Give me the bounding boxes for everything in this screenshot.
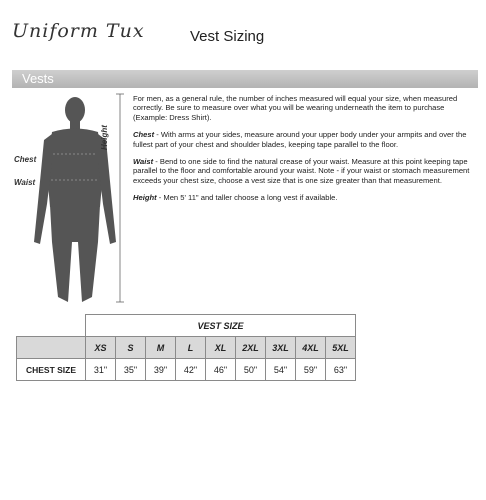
chest-value: 46" (206, 359, 236, 381)
size-label: XL (206, 337, 236, 359)
size-label: S (116, 337, 146, 359)
waist-heading: Waist (133, 157, 154, 167)
size-label: M (146, 337, 176, 359)
height-text: - Men 5' 11" and taller choose a long vest if available. (156, 193, 338, 203)
table-title-row (17, 315, 356, 337)
size-header-blank (17, 337, 86, 359)
chest-size-row-label: CHEST SIZE (17, 359, 86, 381)
section-header-vests (12, 70, 478, 88)
chest-size-row (17, 359, 356, 381)
section-title: Vests (22, 71, 54, 86)
chest-value: 31" (86, 359, 116, 381)
brand-logo (12, 20, 152, 56)
chest-value: 54" (266, 359, 296, 381)
height-paragraph (133, 193, 478, 202)
size-label: XS (86, 337, 116, 359)
size-label: 3XL (266, 337, 296, 359)
chest-heading: Chest (133, 130, 155, 140)
size-label: 4XL (296, 337, 326, 359)
size-label: 2XL (236, 337, 266, 359)
height-label: Height (100, 125, 109, 150)
size-label: L (176, 337, 206, 359)
brand-logo-text: Uniform Tux (12, 20, 145, 42)
chest-value: 63" (326, 359, 356, 381)
waist-label: Waist (14, 178, 36, 187)
chest-label: Chest (14, 155, 37, 164)
waist-paragraph (133, 157, 478, 185)
chest-value: 42" (176, 359, 206, 381)
measurement-instructions (133, 94, 478, 211)
chest-value: 50" (236, 359, 266, 381)
page-title: Vest Sizing (190, 28, 265, 45)
chest-value: 35" (116, 359, 146, 381)
chest-value: 39" (146, 359, 176, 381)
height-heading: Height (133, 193, 157, 203)
size-label: 5XL (326, 337, 356, 359)
size-header-row (17, 337, 356, 359)
chest-paragraph (133, 130, 478, 149)
waist-text: - Bend to one side to find the natural crease of your waist. Measure at this point keeping tape parallel to the floor and comfortable around your waist. Note - if your waist or stomach measurement exceeds your chest size, choose a vest size that is one size greater than that measurement. (133, 157, 470, 185)
table-title: VEST SIZE (86, 315, 356, 337)
intro-paragraph: For men, as a general rule, the number of inches measured will equal your size, when measured correctly. Be sure to measure over what you will be wearing underneath the item to purchase (Example: Dress Shirt). (133, 94, 458, 122)
vest-size-table (16, 314, 356, 381)
chest-text: - With arms at your sides, measure around your upper body under your armpits and over the fullest part of your chest and shoulder blades, keeping tape parallel to the floor. (133, 130, 467, 149)
chest-value: 59" (296, 359, 326, 381)
body-measurement-figure (20, 92, 130, 312)
